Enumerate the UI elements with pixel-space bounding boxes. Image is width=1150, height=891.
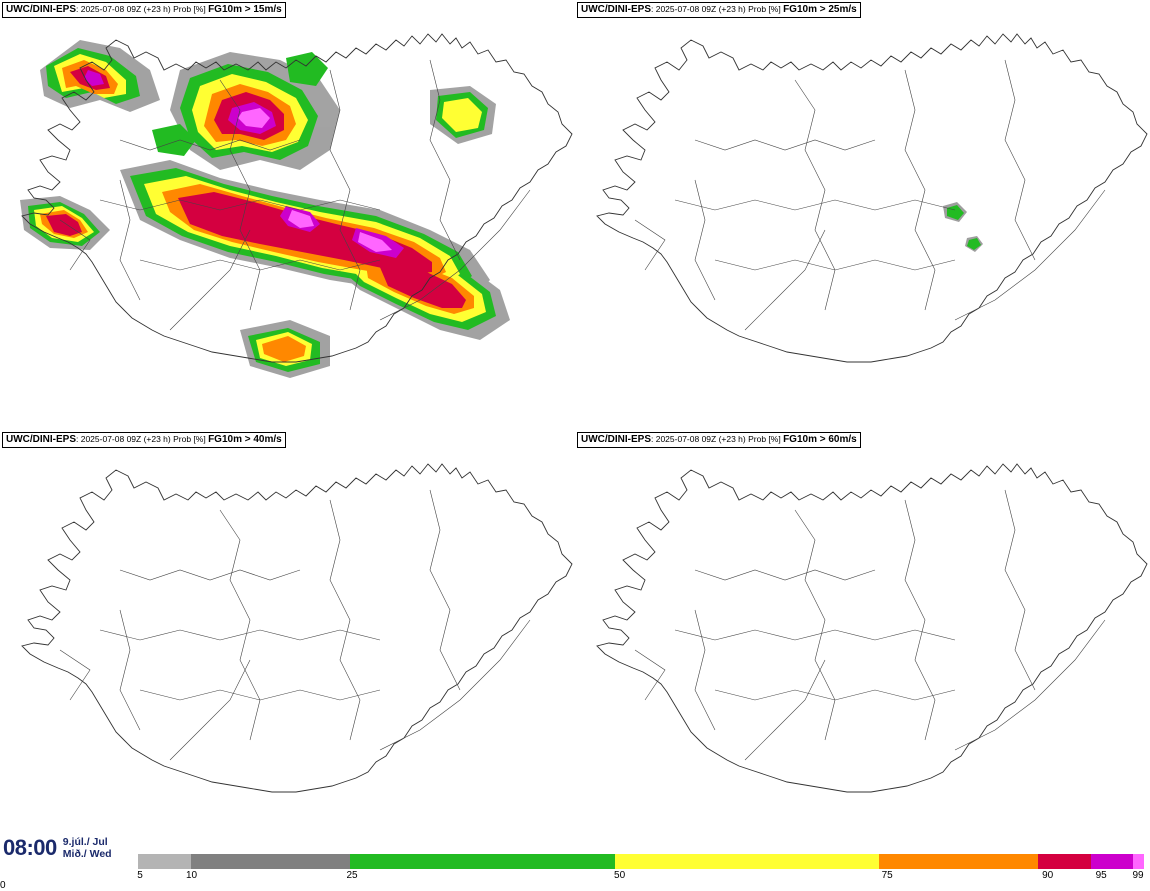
colorbar [138, 854, 1144, 888]
colorbar-tick-label: 90 [1042, 870, 1054, 881]
valid-date-line1: 9.júl./ Jul [62, 836, 108, 848]
panel-model-label: UWC/DINI-EPS [581, 4, 651, 15]
colorbar-bin [1038, 854, 1091, 869]
map-panel-fg10m-60[interactable] [575, 430, 1150, 860]
colorbar-tick-label: 50 [614, 870, 626, 881]
map-panel-fg10m-25[interactable] [575, 0, 1150, 430]
map-canvas-60 [575, 430, 1150, 860]
panel-model-label: UWC/DINI-EPS [6, 434, 76, 445]
colorbar-bin [879, 854, 1038, 869]
panel-param-label: FG10m > 15m/s [208, 4, 282, 15]
map-canvas-25 [575, 0, 1150, 430]
panel-meta-label: : 2025-07-08 09Z (+23 h) Prob [%] [651, 434, 784, 444]
colorbar-tick-label: 75 [881, 870, 893, 881]
map-canvas-15 [0, 0, 575, 430]
colorbar-bin [191, 854, 350, 869]
panel-title-25 [577, 2, 861, 18]
map-panel-fg10m-40[interactable] [0, 430, 575, 860]
panel-param-label: FG10m > 40m/s [208, 434, 282, 445]
valid-date-line2: Mið./ Wed [62, 848, 112, 860]
colorbar-strip [138, 854, 1144, 869]
colorbar-tick-label: 5 [137, 870, 143, 881]
panel-meta-label: : 2025-07-08 09Z (+23 h) Prob [%] [76, 434, 209, 444]
colorbar-bin [350, 854, 615, 869]
panel-title-60 [577, 432, 861, 448]
panel-param-label: FG10m > 25m/s [783, 4, 857, 15]
panel-param-label: FG10m > 60m/s [783, 434, 857, 445]
iceland-coastline [597, 464, 1147, 792]
colorbar-bin [1133, 854, 1144, 869]
colorbar-tick-label: 10 [185, 870, 198, 881]
map-panel-fg10m-15[interactable] [0, 0, 575, 430]
map-canvas-40 [0, 430, 575, 860]
panel-title-15 [2, 2, 286, 18]
valid-time-date [63, 836, 112, 860]
panel-title-40 [2, 432, 286, 448]
iceland-coastline [597, 34, 1147, 362]
iceland-coastline [22, 464, 572, 792]
footer [0, 828, 1150, 891]
valid-time-clock: 08:00 [3, 835, 57, 860]
valid-time-box [0, 828, 136, 868]
panel-meta-label: : 2025-07-08 09Z (+23 h) Prob [%] [76, 4, 209, 14]
colorbar-tick-label: 99 [1132, 870, 1144, 881]
colorbar-zero-label: 0 [0, 880, 6, 891]
colorbar-bin [615, 854, 880, 869]
panel-meta-label: : 2025-07-08 09Z (+23 h) Prob [%] [651, 4, 784, 14]
probability-field-25 [943, 202, 983, 252]
colorbar-bin [138, 854, 191, 869]
panel-model-label: UWC/DINI-EPS [6, 4, 76, 15]
colorbar-tick-label: 25 [346, 870, 358, 881]
panel-model-label: UWC/DINI-EPS [581, 434, 651, 445]
colorbar-ticks [138, 869, 1144, 883]
colorbar-tick-label: 95 [1095, 870, 1107, 881]
colorbar-bin [1091, 854, 1133, 869]
